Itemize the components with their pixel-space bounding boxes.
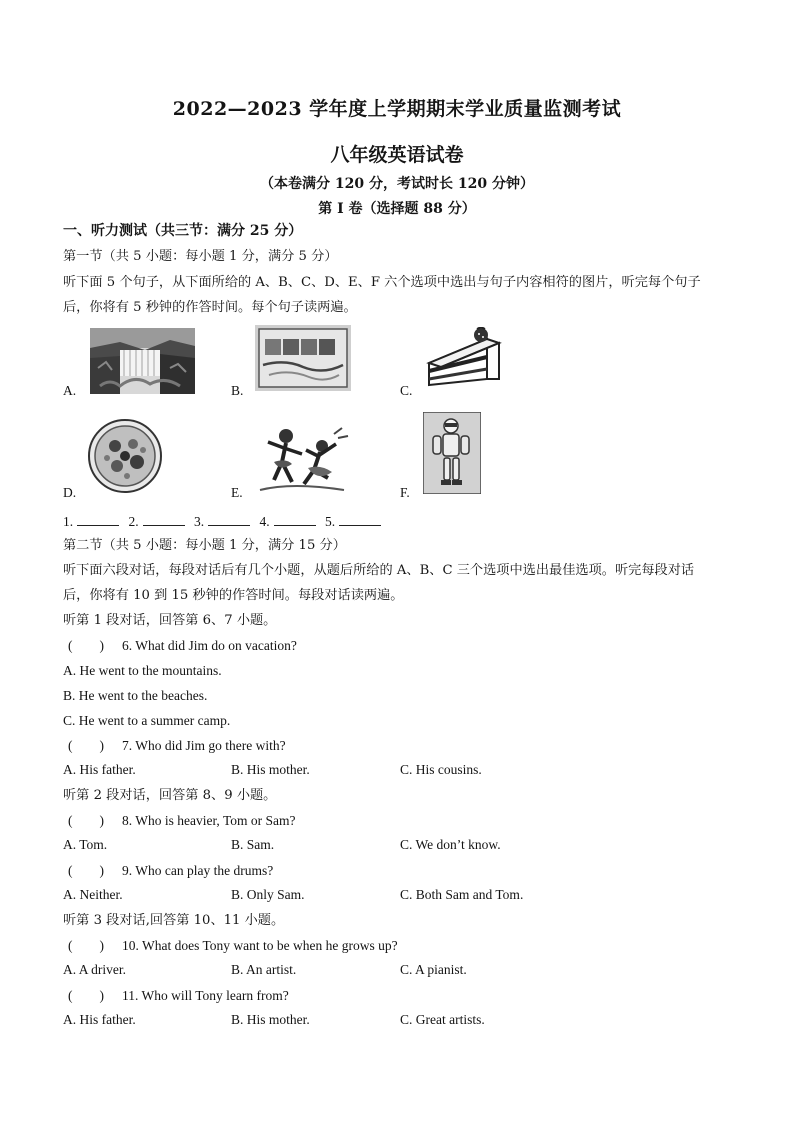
food-plate-picture-icon [87, 418, 163, 494]
blank-number: 2. [128, 514, 139, 529]
option-c: C. He went to a summer camp. [63, 713, 231, 728]
option-c: C. Both Sam and Tom. [400, 887, 524, 902]
answer-blank-1[interactable] [77, 513, 119, 526]
answer-parentheses[interactable]: ( ) [68, 813, 104, 828]
section2-instruction-line2: 后，你将有 10 到 15 秒钟的作答时间。每段对话读两遍。 [63, 588, 404, 603]
option-b: B. He went to the beaches. [63, 688, 208, 703]
question-10 [68, 937, 398, 955]
answer-blank-2[interactable] [143, 513, 185, 526]
option-b: B. Only Sam. [231, 887, 305, 902]
part1-heading: 一、听力测试（共三节：满分 25 分） [63, 223, 303, 239]
option-a: A. His father. [63, 1012, 136, 1027]
picture-label-b: B. [231, 383, 244, 398]
question-text: 11. Who will Tony learn from? [122, 988, 289, 1003]
section1-instruction-line1: 听下面 5 个句子，从下面所给的 A、B、C、D、E、F 六个选项中选出与句子内容相符的图片，听完每个句子 [63, 275, 701, 290]
dancers-picture-icon [252, 424, 352, 498]
section1-instruction-line2: 后，你将有 5 秒钟的作答时间。每个句子读两遍。 [63, 300, 357, 315]
picture-label-e: E. [231, 485, 243, 500]
picture-label-f: F. [400, 485, 410, 500]
question-text: 6. What did Jim do on vacation? [122, 638, 297, 653]
option-c: C. Great artists. [400, 1012, 485, 1027]
exam-info: （本卷满分 120 分，考试时长 120 分钟） [260, 176, 534, 192]
waterfall-picture-icon [90, 328, 195, 394]
answer-blank-5[interactable] [339, 513, 381, 526]
answer-blank-4[interactable] [274, 513, 316, 526]
option-c: C. A pianist. [400, 962, 467, 977]
section1-title: 第一节（共 5 小题：每小题 1 分，满分 5 分） [63, 249, 338, 264]
exam-subtitle: 八年级英语试卷 [330, 144, 464, 166]
question-7 [68, 737, 286, 755]
option-a: A. A driver. [63, 962, 126, 977]
blank-number: 3. [194, 514, 205, 529]
blank-number: 5. [325, 514, 336, 529]
blank-number: 4. [259, 514, 270, 529]
option-a: A. Neither. [63, 887, 123, 902]
section2-instruction-line1: 听下面六段对话，每段对话后有几个小题，从题后所给的 A、B、C 三个选项中选出最佳选项。听完每段对话 [63, 563, 695, 578]
option-c: C. His cousins. [400, 762, 482, 777]
question-9 [68, 862, 273, 880]
sign-picture-icon [255, 325, 351, 391]
answer-parentheses[interactable]: ( ) [68, 863, 104, 878]
blank-number: 1. [63, 514, 74, 529]
option-b: B. Sam. [231, 837, 275, 852]
volume-heading: 第 I 卷（选择题 88 分） [318, 201, 476, 217]
question-6 [68, 637, 297, 655]
exam-title: 2022—2023 学年度上学期期末学业质量监测考试 [172, 98, 622, 120]
answer-parentheses[interactable]: ( ) [68, 988, 104, 1003]
picture-label-d: D. [63, 485, 77, 500]
picture-label-a: A. [63, 383, 77, 398]
dialog2-instruction: 听第 2 段对话，回答第 8、9 小题。 [63, 788, 277, 803]
dialog1-instruction: 听第 1 段对话，回答第 6、7 小题。 [63, 613, 277, 628]
question-8 [68, 812, 295, 830]
option-a: A. He went to the mountains. [63, 663, 222, 678]
option-a: A. His father. [63, 762, 136, 777]
option-b: B. His mother. [231, 762, 310, 777]
cake-picture-icon [425, 327, 503, 389]
option-a: A. Tom. [63, 837, 108, 852]
answer-blanks [63, 513, 387, 531]
answer-blank-3[interactable] [208, 513, 250, 526]
question-11 [68, 987, 289, 1005]
dialog3-instruction: 听第 3 段对话,回答第 10、11 小题。 [63, 913, 285, 928]
robot-picture-icon [423, 412, 481, 494]
answer-parentheses[interactable]: ( ) [68, 638, 104, 653]
answer-parentheses[interactable]: ( ) [68, 738, 104, 753]
option-c: C. We don’t know. [400, 837, 501, 852]
section2-title: 第二节（共 5 小题：每小题 1 分，满分 15 分） [63, 538, 346, 553]
question-text: 7. Who did Jim go there with? [122, 738, 286, 753]
question-text: 10. What does Tony want to be when he grows up? [122, 938, 398, 953]
picture-label-c: C. [400, 383, 413, 398]
answer-parentheses[interactable]: ( ) [68, 938, 104, 953]
question-text: 9. Who can play the drums? [122, 863, 274, 878]
option-b: B. His mother. [231, 1012, 310, 1027]
question-text: 8. Who is heavier, Tom or Sam? [122, 813, 296, 828]
option-b: B. An artist. [231, 962, 297, 977]
